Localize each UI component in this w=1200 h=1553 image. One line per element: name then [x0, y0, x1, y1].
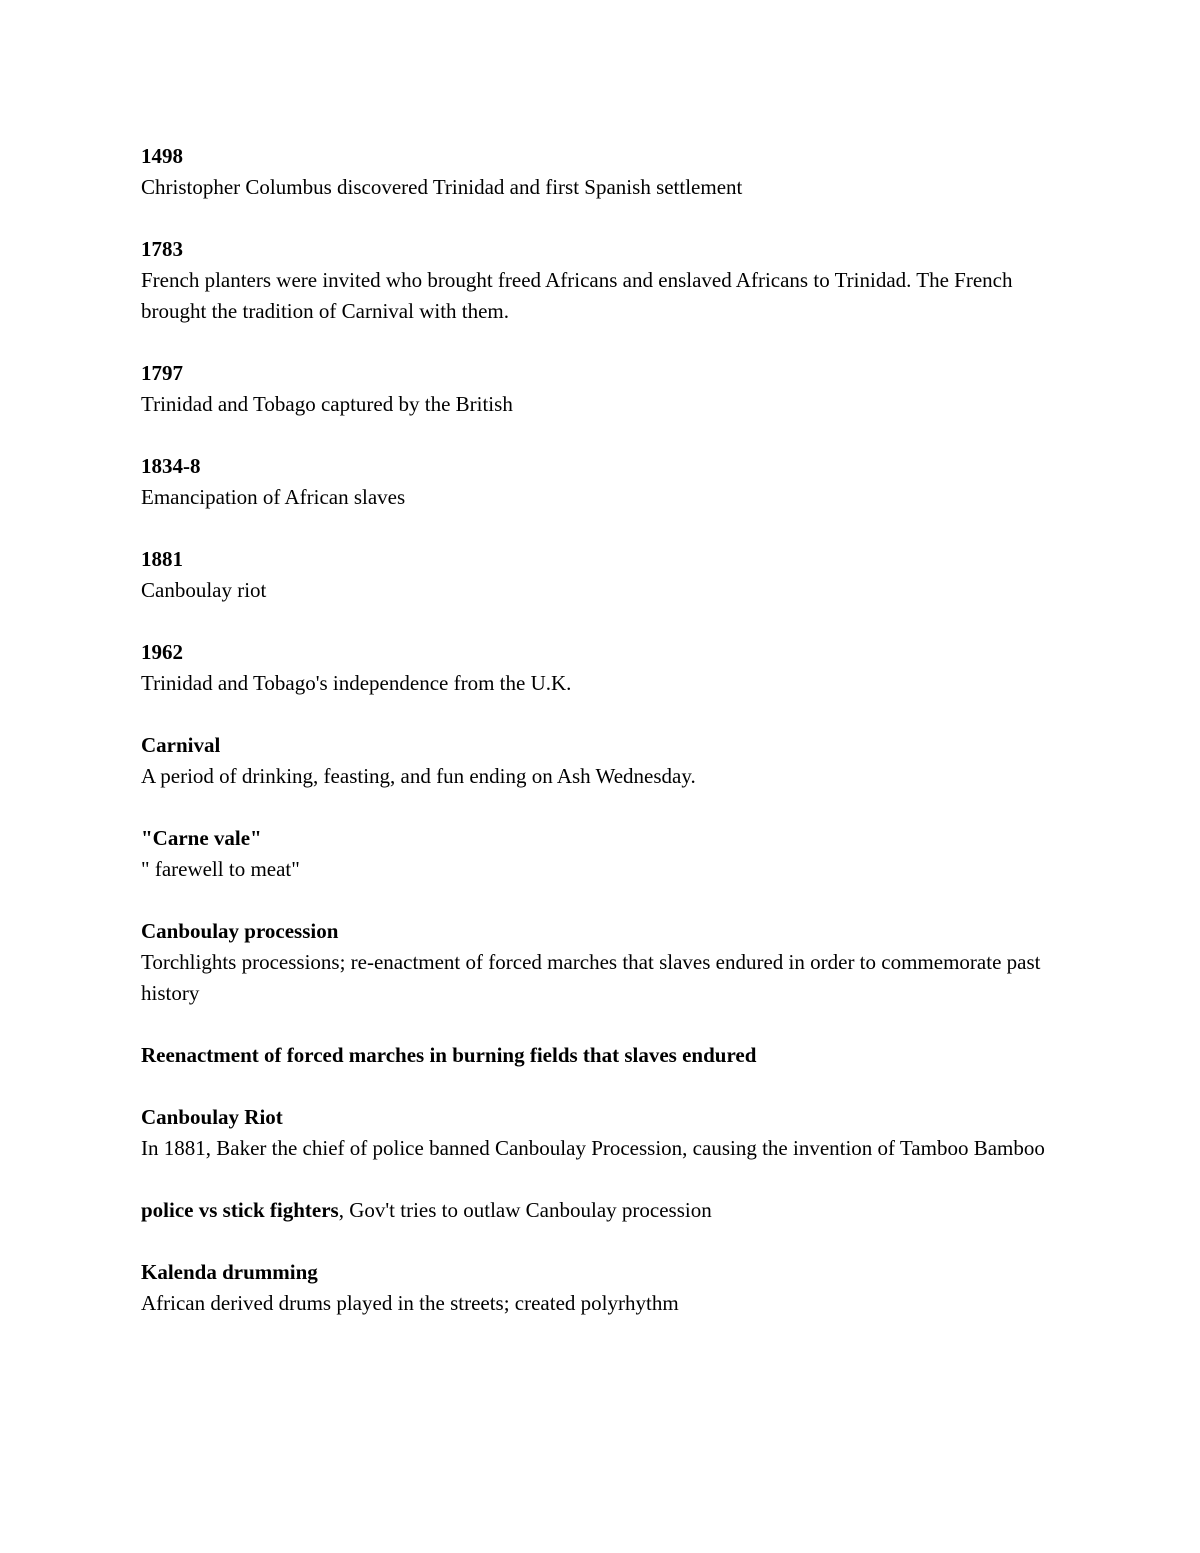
entry-kalenda-drumming	[141, 1257, 1061, 1319]
entry-canboulay-riot	[141, 1102, 1061, 1164]
entry-definition: Christopher Columbus discovered Trinidad and first Spanish settlement	[141, 175, 743, 199]
entry-carnival	[141, 730, 1061, 792]
entry-1797	[141, 358, 1061, 420]
entry-term: "Carne vale"	[141, 826, 262, 850]
entry-term: 1962	[141, 640, 183, 664]
entry-carne-vale	[141, 823, 1061, 885]
entry-definition: French planters were invited who brought freed Africans and enslaved Africans to Trinidad. The French brought the tradition of Carnival with them.	[141, 268, 1013, 323]
entry-canboulay-procession	[141, 916, 1061, 1009]
entry-term: 1881	[141, 547, 183, 571]
entry-1881	[141, 544, 1061, 606]
entry-1962	[141, 637, 1061, 699]
entry-definition: " farewell to meat"	[141, 857, 300, 881]
entry-definition: Canboulay riot	[141, 578, 267, 602]
entry-1498	[141, 141, 1061, 203]
entry-term: Reenactment of forced marches in burning fields that slaves endured	[141, 1043, 757, 1067]
entry-definition: , Gov't tries to outlaw Canboulay procession	[338, 1198, 712, 1222]
entry-term: 1797	[141, 361, 183, 385]
entry-police-vs-stick-fighters	[141, 1195, 1061, 1226]
entry-term: Kalenda drumming	[141, 1260, 318, 1284]
entry-definition: Torchlights processions; re-enactment of forced marches that slaves endured in order to commemorate past history	[141, 950, 1041, 1005]
entry-definition: Emancipation of African slaves	[141, 485, 406, 509]
entry-term: 1498	[141, 144, 183, 168]
entry-1783	[141, 234, 1061, 327]
entry-term: Canboulay procession	[141, 919, 339, 943]
document-page	[141, 141, 1061, 1350]
entry-reenactment	[141, 1040, 1061, 1071]
entry-definition: Trinidad and Tobago captured by the British	[141, 392, 513, 416]
entry-definition: African derived drums played in the streets; created polyrhythm	[141, 1291, 679, 1315]
entry-term: 1834-8	[141, 454, 201, 478]
entry-term: Canboulay Riot	[141, 1105, 283, 1129]
entry-1834-8	[141, 451, 1061, 513]
entry-definition: A period of drinking, feasting, and fun ending on Ash Wednesday.	[141, 764, 696, 788]
entry-term: 1783	[141, 237, 183, 261]
entry-definition: Trinidad and Tobago's independence from the U.K.	[141, 671, 572, 695]
entry-definition: In 1881, Baker the chief of police banned Canboulay Procession, causing the invention of Tamboo Bamboo	[141, 1136, 1045, 1160]
entry-term: Carnival	[141, 733, 221, 757]
entry-term: police vs stick fighters	[141, 1198, 339, 1222]
